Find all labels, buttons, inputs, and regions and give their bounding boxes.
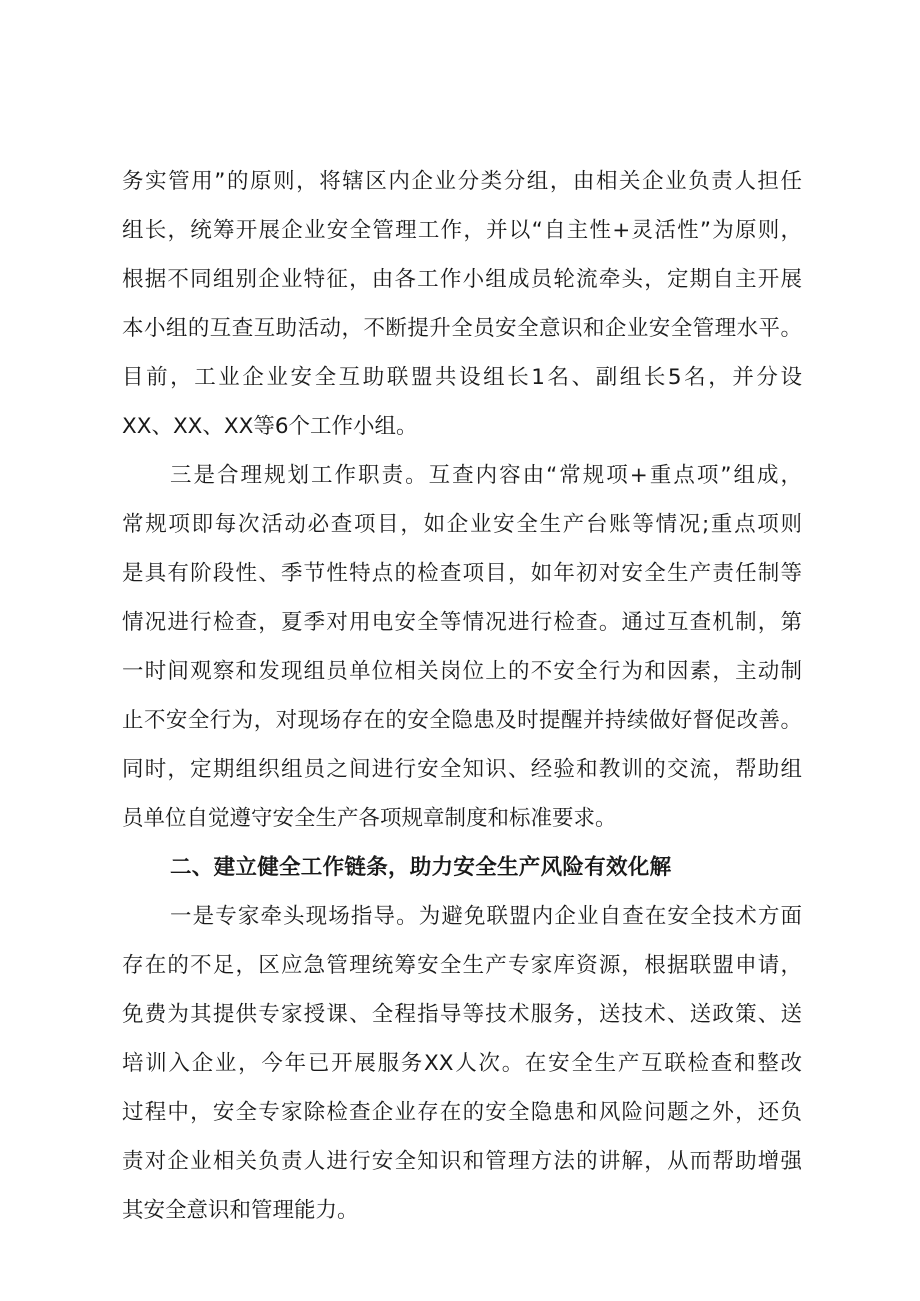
section-heading: 二、建立健全工作链条，助力安全生产风险有效化解 bbox=[170, 855, 672, 880]
paragraph-line: 常规项即每次活动必查项目，如企业安全生产台账等情况;重点项则 bbox=[122, 512, 802, 537]
paragraph-line: 同时，定期组织组员之间进行安全知识、经验和教训的交流，帮助组 bbox=[122, 757, 802, 782]
paragraph-line: 目前，工业企业安全互助联盟共设组长1名、副组长5名，并分设 bbox=[122, 365, 802, 390]
paragraph-line: 其安全意识和管理能力。 bbox=[122, 1198, 359, 1223]
paragraph-line: XX、XX、XX等6个工作小组。 bbox=[122, 414, 418, 439]
paragraph-line: 止不安全行为，对现场存在的安全隐患及时提醒并持续做好督促改善。 bbox=[122, 708, 802, 733]
paragraph-line: 员单位自觉遵守安全生产各项规章制度和标准要求。 bbox=[122, 806, 617, 831]
paragraph-line: 组长，统筹开展企业安全管理工作，并以“自主性+灵活性”为原则， bbox=[122, 218, 802, 243]
paragraph-line: 存在的不足，区应急管理统筹安全生产专家库资源，根据联盟申请， bbox=[122, 953, 802, 978]
paragraph-line: 务实管用”的原则，将辖区内企业分类分组，由相关企业负责人担任 bbox=[122, 169, 802, 194]
paragraph-line: 情况进行检查，夏季对用电安全等情况进行检查。通过互查机制，第 bbox=[122, 610, 802, 635]
paragraph-line: 过程中，安全专家除检查企业存在的安全隐患和风险问题之外，还负 bbox=[122, 1100, 802, 1125]
paragraph-line: 责对企业相关负责人进行安全知识和管理方法的讲解，从而帮助增强 bbox=[122, 1149, 802, 1174]
paragraph-line: 本小组的互查互助活动，不断提升全员安全意识和企业安全管理水平。 bbox=[122, 316, 802, 341]
paragraph-line: 培训入企业，今年已开展服务XX人次。在安全生产互联检查和整改 bbox=[122, 1051, 802, 1076]
paragraph-first-line: 一是专家牵头现场指导。为避免联盟内企业自查在安全技术方面 bbox=[170, 904, 802, 929]
paragraph-line: 根据不同组别企业特征，由各工作小组成员轮流牵头，定期自主开展 bbox=[122, 267, 802, 292]
paragraph-line: 免费为其提供专家授课、全程指导等技术服务，送技术、送政策、送 bbox=[122, 1002, 802, 1027]
paragraph-line: 是具有阶段性、季节性特点的检查项目，如年初对安全生产责任制等 bbox=[122, 561, 802, 586]
paragraph-first-line: 三是合理规划工作职责。互查内容由“常规项+重点项”组成， bbox=[170, 463, 802, 488]
paragraph-line: 一时间观察和发现组员单位相关岗位上的不安全行为和因素，主动制 bbox=[122, 659, 802, 684]
